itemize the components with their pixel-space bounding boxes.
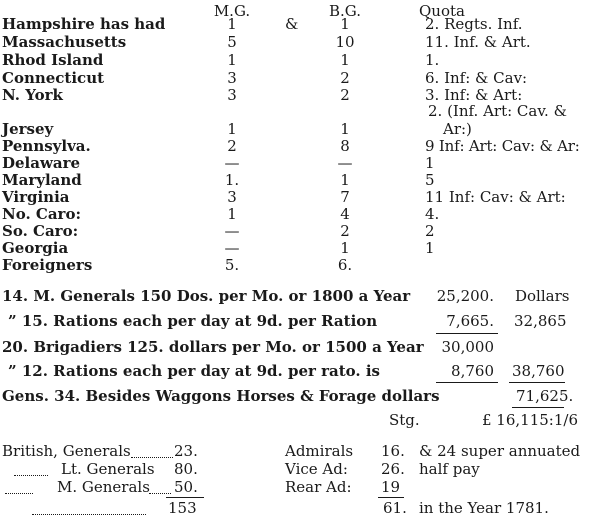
dot-leader: [131, 457, 173, 458]
state-bg: 10: [335, 33, 355, 51]
state-name: Maryland: [2, 171, 82, 189]
pay-amount: 8,760: [451, 362, 494, 380]
state-name: Hampshire has had: [2, 15, 166, 33]
state-name: Foreigners: [2, 256, 93, 274]
state-name: Jersey: [2, 120, 54, 138]
admiral-value: 19: [381, 478, 401, 496]
state-bg: 6.: [337, 256, 353, 274]
dot-leader: [32, 514, 146, 515]
state-quota: 5: [425, 171, 435, 189]
admirals-total: 61.: [383, 499, 407, 517]
state-mg: 1: [227, 51, 237, 69]
header-bg: B.G.: [328, 2, 361, 20]
state-mg: 3: [227, 86, 237, 104]
admirals-note: in the Year 1781.: [419, 499, 549, 517]
state-bg: 2: [340, 86, 350, 104]
british-value: 23.: [174, 442, 198, 460]
state-bg: 2: [340, 222, 350, 240]
sterling-label: Stg.: [389, 411, 420, 429]
admiral-value: 16.: [381, 442, 405, 460]
state-mg: —: [224, 239, 240, 257]
admiral-label: Rear Ad:: [285, 478, 352, 496]
admiral-label: Vice Ad:: [285, 460, 348, 478]
pay-line: 14. M. Generals 150 Dos. per Mo. or 1800 a Year: [2, 287, 411, 305]
state-quota: 1.: [425, 51, 440, 69]
state-bg: 1: [340, 120, 350, 138]
header-quota: Quota: [419, 2, 465, 20]
state-name: Georgia: [2, 239, 69, 257]
state-bg: 7: [340, 188, 350, 206]
state-quota: 1: [425, 154, 435, 172]
state-quota: 2: [425, 222, 435, 240]
sterling-value: £ 16,115:1/6: [482, 411, 578, 429]
state-mg: 5.: [224, 256, 240, 274]
state-quota: 11 Inf: Cav: & Art:: [425, 188, 566, 206]
state-mg: —: [224, 154, 240, 172]
admiral-note: half pay: [419, 460, 480, 478]
sum-rule: [436, 382, 498, 383]
state-name: Delaware: [2, 154, 81, 172]
state-mg: 1: [227, 120, 237, 138]
state-mg: 5: [227, 33, 237, 51]
pay-amount: 30,000: [441, 338, 494, 356]
state-mg: 1: [227, 205, 237, 223]
state-quota: 4.: [425, 205, 440, 223]
british-value: 80.: [174, 460, 198, 478]
state-bg: 1: [340, 171, 350, 189]
state-quota: Ar:): [443, 120, 472, 138]
state-name: Rhod Island: [2, 51, 104, 69]
dot-leader: [149, 493, 171, 494]
british-value: 50.: [174, 478, 198, 496]
british-label: British, Generals: [2, 442, 131, 460]
state-bg: 2: [340, 69, 350, 87]
pay-total: 32,865: [514, 312, 567, 330]
sum-rule: [166, 497, 204, 498]
state-quota: 11. Inf. & Art.: [425, 33, 531, 51]
state-quota: 2. Regts. Inf.: [425, 15, 523, 33]
british-label: Lt. Generals: [61, 460, 155, 478]
pay-total: 38,760: [512, 362, 565, 380]
pay-line: ” 15. Rations each per day at 9d. per Ration: [8, 312, 378, 330]
pay-line: 20. Brigadiers 125. dollars per Mo. or 1500 a Year: [2, 338, 424, 356]
british-total: 153: [168, 499, 197, 517]
pay-line: ” 12. Rations each per day at 9d. per rato. is: [8, 362, 381, 380]
state-name: Virginia: [2, 188, 70, 206]
dot-leader: [14, 475, 48, 476]
state-mg: 2: [227, 137, 237, 155]
header-mg: M.G.: [213, 2, 251, 20]
state-bg: 1: [340, 51, 350, 69]
state-bg: 8: [340, 137, 350, 155]
state-bg: —: [337, 154, 353, 172]
state-name: Massachusetts: [2, 33, 127, 51]
sum-rule: [512, 407, 564, 408]
pay-amount: 25,200.: [436, 287, 494, 305]
pay-grand-total: 71,625.: [516, 387, 574, 405]
sum-rule: [436, 333, 498, 334]
admiral-note: & 24 super annuated: [419, 442, 581, 460]
pay-total: Dollars: [515, 287, 570, 305]
sum-rule: [378, 497, 404, 498]
state-mg: 3: [227, 188, 237, 206]
state-name: So. Caro:: [2, 222, 79, 240]
pay-line: Gens. 34. Besides Waggons Horses & Forage dollars: [2, 387, 440, 405]
state-quota: 9 Inf: Art: Cav: & Ar:: [425, 137, 580, 155]
state-mg: 1.: [224, 171, 240, 189]
state-quota: 2. (Inf. Art: Cav. &: [428, 102, 567, 120]
state-quota: 3. Inf: & Art:: [425, 86, 523, 104]
admiral-label: Admirals: [285, 442, 354, 460]
british-label: M. Generals: [57, 478, 150, 496]
state-name: N. York: [2, 86, 63, 104]
state-name: Connecticut: [2, 69, 105, 87]
state-mg: —: [224, 222, 240, 240]
state-name: No. Caro:: [2, 205, 81, 223]
dot-leader: [5, 493, 33, 494]
state-bg: 1: [340, 239, 350, 257]
ampersand: &: [285, 15, 299, 33]
state-bg: 1: [340, 15, 350, 33]
sum-rule: [509, 382, 565, 383]
state-quota: 6. Inf: & Cav:: [425, 69, 528, 87]
state-mg: 1: [227, 15, 237, 33]
admiral-value: 26.: [381, 460, 405, 478]
state-quota: 1: [425, 239, 435, 257]
state-mg: 3: [227, 69, 237, 87]
state-name: Pennsylva.: [2, 137, 91, 155]
pay-amount: 7,665.: [446, 312, 494, 330]
state-bg: 4: [340, 205, 350, 223]
